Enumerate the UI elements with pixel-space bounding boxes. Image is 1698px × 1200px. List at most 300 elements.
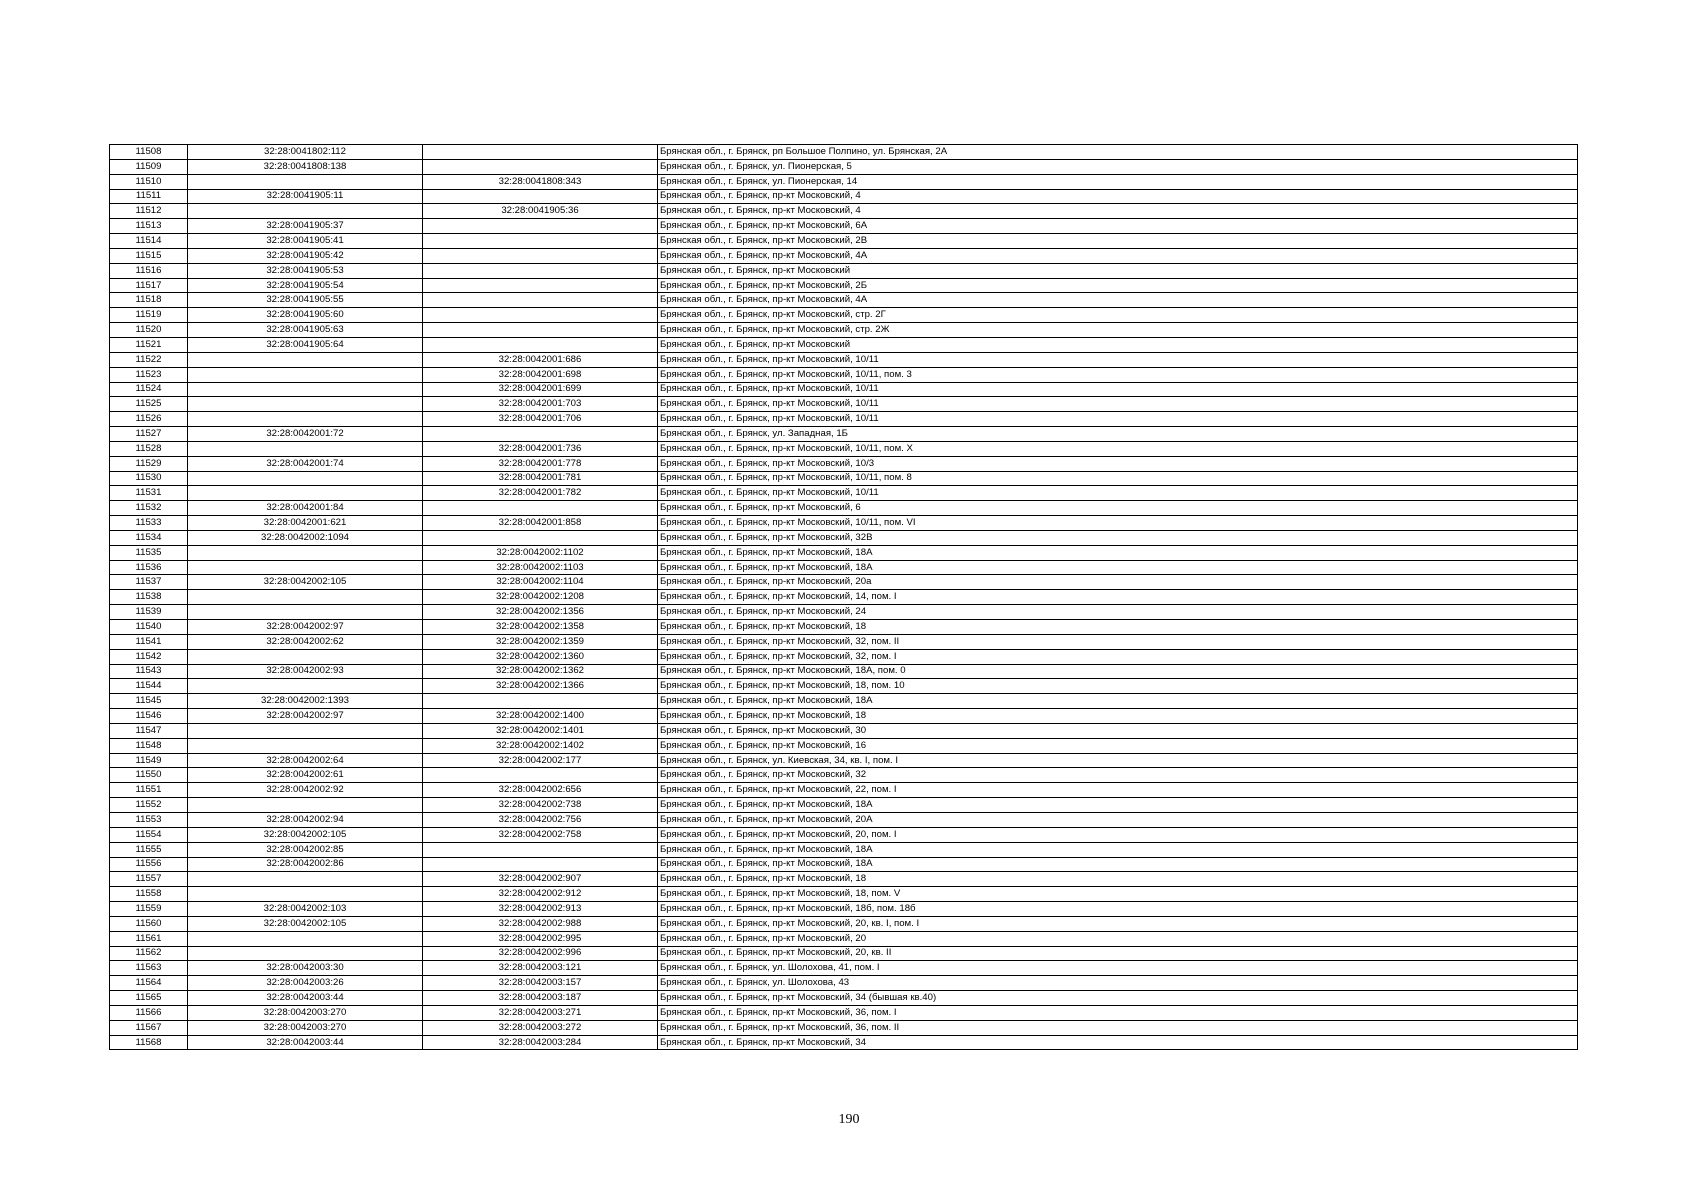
land-cadastral-number-cell bbox=[188, 738, 423, 753]
land-cadastral-number-cell: 32:28:0042002:85 bbox=[188, 842, 423, 857]
object-cadastral-number-cell: 32:28:0042001:703 bbox=[423, 397, 658, 412]
object-cadastral-number-cell: 32:28:0042002:912 bbox=[423, 887, 658, 902]
object-cadastral-number-cell: 32:28:0042003:272 bbox=[423, 1020, 658, 1035]
row-number-cell: 11538 bbox=[110, 590, 188, 605]
land-cadastral-number-cell: 32:28:0041905:60 bbox=[188, 308, 423, 323]
object-cadastral-number-cell: 32:28:0042002:988 bbox=[423, 916, 658, 931]
object-cadastral-number-cell: 32:28:0042001:706 bbox=[423, 412, 658, 427]
object-cadastral-number-cell bbox=[423, 857, 658, 872]
object-cadastral-number-cell: 32:28:0042003:157 bbox=[423, 976, 658, 991]
object-cadastral-number-cell: 32:28:0042002:656 bbox=[423, 783, 658, 798]
object-cadastral-number-cell: 32:28:0042002:1402 bbox=[423, 738, 658, 753]
table-row bbox=[110, 931, 1578, 946]
table-row bbox=[110, 798, 1578, 813]
table-row bbox=[110, 516, 1578, 531]
land-cadastral-number-cell: 32:28:0041905:53 bbox=[188, 263, 423, 278]
land-cadastral-number-cell bbox=[188, 367, 423, 382]
object-cadastral-number-cell: 32:28:0042003:284 bbox=[423, 1035, 658, 1050]
row-number-cell: 11534 bbox=[110, 530, 188, 545]
address-cell: Брянская обл., г. Брянск, пр-кт Московский bbox=[658, 337, 1578, 352]
address-cell: Брянская обл., г. Брянск, пр-кт Московский, 20А bbox=[658, 812, 1578, 827]
row-number-cell: 11555 bbox=[110, 842, 188, 857]
land-cadastral-number-cell: 32:28:0042002:92 bbox=[188, 783, 423, 798]
address-cell: Брянская обл., г. Брянск, пр-кт Московский, стр. 2Г bbox=[658, 308, 1578, 323]
table-row bbox=[110, 976, 1578, 991]
land-cadastral-number-cell: 32:28:0042002:62 bbox=[188, 634, 423, 649]
land-cadastral-number-cell: 32:28:0041905:11 bbox=[188, 189, 423, 204]
row-number-cell: 11523 bbox=[110, 367, 188, 382]
land-cadastral-number-cell bbox=[188, 723, 423, 738]
land-cadastral-number-cell bbox=[188, 931, 423, 946]
object-cadastral-number-cell: 32:28:0042002:1366 bbox=[423, 679, 658, 694]
table-row bbox=[110, 961, 1578, 976]
row-number-cell: 11521 bbox=[110, 337, 188, 352]
address-cell: Брянская обл., г. Брянск, пр-кт Московский, 16 bbox=[658, 738, 1578, 753]
object-cadastral-number-cell: 32:28:0042001:698 bbox=[423, 367, 658, 382]
land-cadastral-number-cell: 32:28:0041808:138 bbox=[188, 159, 423, 174]
land-cadastral-number-cell bbox=[188, 545, 423, 560]
table-row bbox=[110, 887, 1578, 902]
object-cadastral-number-cell: 32:28:0042001:736 bbox=[423, 441, 658, 456]
table-row bbox=[110, 145, 1578, 160]
table-row bbox=[110, 842, 1578, 857]
address-cell: Брянская обл., г. Брянск, пр-кт Московский, 32В bbox=[658, 530, 1578, 545]
row-number-cell: 11515 bbox=[110, 248, 188, 263]
address-cell: Брянская обл., г. Брянск, ул. Киевская, 34, кв. I, пом. I bbox=[658, 753, 1578, 768]
row-number-cell: 11533 bbox=[110, 516, 188, 531]
row-number-cell: 11512 bbox=[110, 204, 188, 219]
address-cell: Брянская обл., г. Брянск, пр-кт Московский, 10/11, пом. 3 bbox=[658, 367, 1578, 382]
address-cell: Брянская обл., г. Брянск, пр-кт Московский, 18 bbox=[658, 620, 1578, 635]
address-cell: Брянская обл., г. Брянск, пр-кт Московский, 14, пом. I bbox=[658, 590, 1578, 605]
address-cell: Брянская обл., г. Брянск, пр-кт Московский, 4А bbox=[658, 248, 1578, 263]
land-cadastral-number-cell: 32:28:0042001:72 bbox=[188, 427, 423, 442]
table-row bbox=[110, 441, 1578, 456]
land-cadastral-number-cell: 32:28:0042001:74 bbox=[188, 456, 423, 471]
address-cell: Брянская обл., г. Брянск, пр-кт Московский, 32 bbox=[658, 768, 1578, 783]
object-cadastral-number-cell: 32:28:0042002:738 bbox=[423, 798, 658, 813]
table-row bbox=[110, 382, 1578, 397]
land-cadastral-number-cell: 32:28:0042003:30 bbox=[188, 961, 423, 976]
object-cadastral-number-cell: 32:28:0042002:1359 bbox=[423, 634, 658, 649]
address-cell: Брянская обл., г. Брянск, пр-кт Московский, 18А bbox=[658, 842, 1578, 857]
object-cadastral-number-cell: 32:28:0042001:778 bbox=[423, 456, 658, 471]
address-cell: Брянская обл., г. Брянск, пр-кт Московский, 36, пом. II bbox=[658, 1020, 1578, 1035]
table-row bbox=[110, 471, 1578, 486]
row-number-cell: 11548 bbox=[110, 738, 188, 753]
land-cadastral-number-cell: 32:28:0042002:1393 bbox=[188, 694, 423, 709]
land-cadastral-number-cell: 32:28:0042002:105 bbox=[188, 575, 423, 590]
object-cadastral-number-cell: 32:28:0042002:1208 bbox=[423, 590, 658, 605]
address-cell: Брянская обл., г. Брянск, ул. Пионерская, 5 bbox=[658, 159, 1578, 174]
row-number-cell: 11567 bbox=[110, 1020, 188, 1035]
object-cadastral-number-cell: 32:28:0042001:686 bbox=[423, 352, 658, 367]
object-cadastral-number-cell: 32:28:0042002:907 bbox=[423, 872, 658, 887]
address-cell: Брянская обл., г. Брянск, пр-кт Московский, 2В bbox=[658, 234, 1578, 249]
object-cadastral-number-cell: 32:28:0042002:1401 bbox=[423, 723, 658, 738]
land-cadastral-number-cell bbox=[188, 679, 423, 694]
object-cadastral-number-cell: 32:28:0042002:758 bbox=[423, 827, 658, 842]
land-cadastral-number-cell bbox=[188, 649, 423, 664]
object-cadastral-number-cell bbox=[423, 427, 658, 442]
row-number-cell: 11560 bbox=[110, 916, 188, 931]
page-number: 190 bbox=[838, 1112, 860, 1127]
address-cell: Брянская обл., г. Брянск, пр-кт Московский, 18, пом. V bbox=[658, 887, 1578, 902]
address-cell: Брянская обл., г. Брянск, пр-кт Московский bbox=[658, 263, 1578, 278]
address-cell: Брянская обл., г. Брянск, пр-кт Московский, 4А bbox=[658, 293, 1578, 308]
address-cell: Брянская обл., г. Брянск, пр-кт Московский, 18б, пом. 18б bbox=[658, 902, 1578, 917]
land-cadastral-number-cell: 32:28:0041905:55 bbox=[188, 293, 423, 308]
row-number-cell: 11543 bbox=[110, 664, 188, 679]
table-row bbox=[110, 723, 1578, 738]
row-number-cell: 11531 bbox=[110, 486, 188, 501]
row-number-cell: 11547 bbox=[110, 723, 188, 738]
table-row bbox=[110, 278, 1578, 293]
table-row bbox=[110, 486, 1578, 501]
address-cell: Брянская обл., г. Брянск, пр-кт Московский, 18 bbox=[658, 872, 1578, 887]
row-number-cell: 11558 bbox=[110, 887, 188, 902]
object-cadastral-number-cell bbox=[423, 694, 658, 709]
row-number-cell: 11544 bbox=[110, 679, 188, 694]
table-row bbox=[110, 159, 1578, 174]
table-row bbox=[110, 456, 1578, 471]
object-cadastral-number-cell bbox=[423, 189, 658, 204]
land-cadastral-number-cell: 32:28:0042002:61 bbox=[188, 768, 423, 783]
address-cell: Брянская обл., г. Брянск, пр-кт Московский, 6А bbox=[658, 219, 1578, 234]
land-cadastral-number-cell: 32:28:0042002:97 bbox=[188, 709, 423, 724]
object-cadastral-number-cell bbox=[423, 278, 658, 293]
land-cadastral-number-cell bbox=[188, 605, 423, 620]
object-cadastral-number-cell bbox=[423, 145, 658, 160]
land-cadastral-number-cell bbox=[188, 872, 423, 887]
table-row bbox=[110, 1035, 1578, 1050]
land-cadastral-number-cell: 32:28:0041905:63 bbox=[188, 323, 423, 338]
land-cadastral-number-cell bbox=[188, 441, 423, 456]
row-number-cell: 11551 bbox=[110, 783, 188, 798]
table-row bbox=[110, 590, 1578, 605]
table-row bbox=[110, 605, 1578, 620]
address-cell: Брянская обл., г. Брянск, пр-кт Московский, 10/3 bbox=[658, 456, 1578, 471]
row-number-cell: 11520 bbox=[110, 323, 188, 338]
table-row bbox=[110, 916, 1578, 931]
object-cadastral-number-cell: 32:28:0042001:699 bbox=[423, 382, 658, 397]
address-cell: Брянская обл., г. Брянск, пр-кт Московский, 34 (бывшая кв.40) bbox=[658, 991, 1578, 1006]
object-cadastral-number-cell: 32:28:0042002:1400 bbox=[423, 709, 658, 724]
object-cadastral-number-cell bbox=[423, 501, 658, 516]
land-cadastral-number-cell: 32:28:0042002:64 bbox=[188, 753, 423, 768]
table-row bbox=[110, 1020, 1578, 1035]
table-row bbox=[110, 530, 1578, 545]
row-number-cell: 11566 bbox=[110, 1005, 188, 1020]
address-cell: Брянская обл., г. Брянск, ул. Пионерская, 14 bbox=[658, 174, 1578, 189]
land-cadastral-number-cell bbox=[188, 174, 423, 189]
cadastral-table bbox=[109, 144, 1578, 1050]
table-row bbox=[110, 709, 1578, 724]
address-cell: Брянская обл., г. Брянск, пр-кт Московский, 2Б bbox=[658, 278, 1578, 293]
row-number-cell: 11565 bbox=[110, 991, 188, 1006]
land-cadastral-number-cell bbox=[188, 204, 423, 219]
row-number-cell: 11561 bbox=[110, 931, 188, 946]
table-row bbox=[110, 620, 1578, 635]
address-cell: Брянская обл., г. Брянск, пр-кт Московский, 20, кв. I, пом. I bbox=[658, 916, 1578, 931]
table-row bbox=[110, 189, 1578, 204]
object-cadastral-number-cell: 32:28:0042002:913 bbox=[423, 902, 658, 917]
row-number-cell: 11527 bbox=[110, 427, 188, 442]
object-cadastral-number-cell: 32:28:0042002:996 bbox=[423, 946, 658, 961]
object-cadastral-number-cell: 32:28:0042002:756 bbox=[423, 812, 658, 827]
land-cadastral-number-cell: 32:28:0042001:621 bbox=[188, 516, 423, 531]
object-cadastral-number-cell: 32:28:0042002:1358 bbox=[423, 620, 658, 635]
land-cadastral-number-cell: 32:28:0042003:270 bbox=[188, 1020, 423, 1035]
object-cadastral-number-cell: 32:28:0042002:1360 bbox=[423, 649, 658, 664]
row-number-cell: 11526 bbox=[110, 412, 188, 427]
address-cell: Брянская обл., г. Брянск, пр-кт Московский, 4 bbox=[658, 204, 1578, 219]
object-cadastral-number-cell bbox=[423, 768, 658, 783]
land-cadastral-number-cell bbox=[188, 471, 423, 486]
row-number-cell: 11546 bbox=[110, 709, 188, 724]
row-number-cell: 11540 bbox=[110, 620, 188, 635]
land-cadastral-number-cell: 32:28:0042002:93 bbox=[188, 664, 423, 679]
table-row bbox=[110, 427, 1578, 442]
row-number-cell: 11556 bbox=[110, 857, 188, 872]
address-cell: Брянская обл., г. Брянск, пр-кт Московский, 10/11, пом. X bbox=[658, 441, 1578, 456]
table-row bbox=[110, 679, 1578, 694]
address-cell: Брянская обл., г. Брянск, пр-кт Московский, 32, пом. I bbox=[658, 649, 1578, 664]
table-row bbox=[110, 872, 1578, 887]
table-row bbox=[110, 560, 1578, 575]
object-cadastral-number-cell: 32:28:0041808:343 bbox=[423, 174, 658, 189]
address-cell: Брянская обл., г. Брянск, пр-кт Московский, 10/11 bbox=[658, 382, 1578, 397]
land-cadastral-number-cell: 32:28:0042003:270 bbox=[188, 1005, 423, 1020]
address-cell: Брянская обл., г. Брянск, пр-кт Московский, 18А bbox=[658, 545, 1578, 560]
object-cadastral-number-cell: 32:28:0042001:781 bbox=[423, 471, 658, 486]
land-cadastral-number-cell: 32:28:0042002:97 bbox=[188, 620, 423, 635]
row-number-cell: 11510 bbox=[110, 174, 188, 189]
address-cell: Брянская обл., г. Брянск, пр-кт Московский, 20, пом. I bbox=[658, 827, 1578, 842]
object-cadastral-number-cell: 32:28:0042001:782 bbox=[423, 486, 658, 501]
table-row bbox=[110, 367, 1578, 382]
row-number-cell: 11518 bbox=[110, 293, 188, 308]
land-cadastral-number-cell: 32:28:0042003:44 bbox=[188, 1035, 423, 1050]
object-cadastral-number-cell bbox=[423, 842, 658, 857]
row-number-cell: 11562 bbox=[110, 946, 188, 961]
row-number-cell: 11554 bbox=[110, 827, 188, 842]
address-cell: Брянская обл., г. Брянск, пр-кт Московский, 18А bbox=[658, 560, 1578, 575]
address-cell: Брянская обл., г. Брянск, пр-кт Московский, 10/11, пом. 8 bbox=[658, 471, 1578, 486]
row-number-cell: 11552 bbox=[110, 798, 188, 813]
table-row bbox=[110, 649, 1578, 664]
object-cadastral-number-cell: 32:28:0042002:1356 bbox=[423, 605, 658, 620]
row-number-cell: 11563 bbox=[110, 961, 188, 976]
land-cadastral-number-cell: 32:28:0041905:37 bbox=[188, 219, 423, 234]
land-cadastral-number-cell: 32:28:0041905:54 bbox=[188, 278, 423, 293]
land-cadastral-number-cell: 32:28:0042002:94 bbox=[188, 812, 423, 827]
object-cadastral-number-cell bbox=[423, 530, 658, 545]
row-number-cell: 11522 bbox=[110, 352, 188, 367]
address-cell: Брянская обл., г. Брянск, пр-кт Московский, 34 bbox=[658, 1035, 1578, 1050]
address-cell: Брянская обл., г. Брянск, пр-кт Московский, 24 bbox=[658, 605, 1578, 620]
table-row bbox=[110, 738, 1578, 753]
address-cell: Брянская обл., г. Брянск, пр-кт Московский, 20а bbox=[658, 575, 1578, 590]
row-number-cell: 11529 bbox=[110, 456, 188, 471]
table-row bbox=[110, 174, 1578, 189]
table-row bbox=[110, 337, 1578, 352]
object-cadastral-number-cell bbox=[423, 248, 658, 263]
row-number-cell: 11517 bbox=[110, 278, 188, 293]
land-cadastral-number-cell bbox=[188, 382, 423, 397]
land-cadastral-number-cell: 32:28:0041802:112 bbox=[188, 145, 423, 160]
land-cadastral-number-cell bbox=[188, 560, 423, 575]
object-cadastral-number-cell: 32:28:0042001:858 bbox=[423, 516, 658, 531]
row-number-cell: 11545 bbox=[110, 694, 188, 709]
row-number-cell: 11537 bbox=[110, 575, 188, 590]
table-row bbox=[110, 575, 1578, 590]
address-cell: Брянская обл., г. Брянск, пр-кт Московский, 22, пом. I bbox=[658, 783, 1578, 798]
object-cadastral-number-cell: 32:28:0042003:187 bbox=[423, 991, 658, 1006]
object-cadastral-number-cell bbox=[423, 219, 658, 234]
address-cell: Брянская обл., г. Брянск, пр-кт Московский, 18, пом. 10 bbox=[658, 679, 1578, 694]
table-row bbox=[110, 323, 1578, 338]
land-cadastral-number-cell bbox=[188, 798, 423, 813]
table-row bbox=[110, 204, 1578, 219]
land-cadastral-number-cell bbox=[188, 486, 423, 501]
table-row bbox=[110, 545, 1578, 560]
row-number-cell: 11536 bbox=[110, 560, 188, 575]
address-cell: Брянская обл., г. Брянск, пр-кт Московский, 20 bbox=[658, 931, 1578, 946]
table-row bbox=[110, 501, 1578, 516]
row-number-cell: 11559 bbox=[110, 902, 188, 917]
address-cell: Брянская обл., г. Брянск, пр-кт Московский, 6 bbox=[658, 501, 1578, 516]
row-number-cell: 11516 bbox=[110, 263, 188, 278]
land-cadastral-number-cell: 32:28:0042003:26 bbox=[188, 976, 423, 991]
object-cadastral-number-cell: 32:28:0042002:1362 bbox=[423, 664, 658, 679]
table-row bbox=[110, 753, 1578, 768]
address-cell: Брянская обл., г. Брянск, пр-кт Московский, 10/11 bbox=[658, 412, 1578, 427]
object-cadastral-number-cell: 32:28:0042002:1104 bbox=[423, 575, 658, 590]
address-cell: Брянская обл., г. Брянск, пр-кт Московский, 18А bbox=[658, 694, 1578, 709]
table-row bbox=[110, 293, 1578, 308]
row-number-cell: 11530 bbox=[110, 471, 188, 486]
row-number-cell: 11549 bbox=[110, 753, 188, 768]
land-cadastral-number-cell: 32:28:0042002:105 bbox=[188, 916, 423, 931]
row-number-cell: 11535 bbox=[110, 545, 188, 560]
table-row bbox=[110, 902, 1578, 917]
address-cell: Брянская обл., г. Брянск, пр-кт Московский, 18 bbox=[658, 709, 1578, 724]
object-cadastral-number-cell bbox=[423, 234, 658, 249]
object-cadastral-number-cell: 32:28:0041905:36 bbox=[423, 204, 658, 219]
row-number-cell: 11550 bbox=[110, 768, 188, 783]
land-cadastral-number-cell: 32:28:0042001:84 bbox=[188, 501, 423, 516]
row-number-cell: 11509 bbox=[110, 159, 188, 174]
table-row bbox=[110, 234, 1578, 249]
object-cadastral-number-cell: 32:28:0042002:1103 bbox=[423, 560, 658, 575]
land-cadastral-number-cell: 32:28:0042002:105 bbox=[188, 827, 423, 842]
object-cadastral-number-cell: 32:28:0042002:995 bbox=[423, 931, 658, 946]
address-cell: Брянская обл., г. Брянск, пр-кт Московский, 36, пом. I bbox=[658, 1005, 1578, 1020]
address-cell: Брянская обл., г. Брянск, пр-кт Московский, 20, кв. II bbox=[658, 946, 1578, 961]
row-number-cell: 11514 bbox=[110, 234, 188, 249]
table-row bbox=[110, 308, 1578, 323]
address-cell: Брянская обл., г. Брянск, пр-кт Московский, 10/11 bbox=[658, 397, 1578, 412]
table-row bbox=[110, 694, 1578, 709]
land-cadastral-number-cell: 32:28:0041905:64 bbox=[188, 337, 423, 352]
table-row bbox=[110, 783, 1578, 798]
table-row bbox=[110, 248, 1578, 263]
table-row bbox=[110, 1005, 1578, 1020]
address-cell: Брянская обл., г. Брянск, пр-кт Московский, 4 bbox=[658, 189, 1578, 204]
object-cadastral-number-cell bbox=[423, 263, 658, 278]
table-row bbox=[110, 827, 1578, 842]
row-number-cell: 11519 bbox=[110, 308, 188, 323]
object-cadastral-number-cell: 32:28:0042003:271 bbox=[423, 1005, 658, 1020]
address-cell: Брянская обл., г. Брянск, пр-кт Московский, 10/11 bbox=[658, 486, 1578, 501]
land-cadastral-number-cell bbox=[188, 352, 423, 367]
object-cadastral-number-cell bbox=[423, 337, 658, 352]
land-cadastral-number-cell: 32:28:0042002:86 bbox=[188, 857, 423, 872]
land-cadastral-number-cell: 32:28:0041905:41 bbox=[188, 234, 423, 249]
land-cadastral-number-cell: 32:28:0042003:44 bbox=[188, 991, 423, 1006]
table-row bbox=[110, 664, 1578, 679]
address-cell: Брянская обл., г. Брянск, пр-кт Московский, 10/11 bbox=[658, 352, 1578, 367]
table-row bbox=[110, 946, 1578, 961]
table-row bbox=[110, 812, 1578, 827]
object-cadastral-number-cell: 32:28:0042002:1102 bbox=[423, 545, 658, 560]
address-cell: Брянская обл., г. Брянск, пр-кт Московский, 18А bbox=[658, 857, 1578, 872]
row-number-cell: 11524 bbox=[110, 382, 188, 397]
address-cell: Брянская обл., г. Брянск, пр-кт Московский, 18А, пом. 0 bbox=[658, 664, 1578, 679]
object-cadastral-number-cell: 32:28:0042003:121 bbox=[423, 961, 658, 976]
object-cadastral-number-cell: 32:28:0042002:177 bbox=[423, 753, 658, 768]
row-number-cell: 11541 bbox=[110, 634, 188, 649]
table-row bbox=[110, 768, 1578, 783]
address-cell: Брянская обл., г. Брянск, ул. Шолохова, 43 bbox=[658, 976, 1578, 991]
row-number-cell: 11539 bbox=[110, 605, 188, 620]
row-number-cell: 11568 bbox=[110, 1035, 188, 1050]
table-row bbox=[110, 991, 1578, 1006]
row-number-cell: 11542 bbox=[110, 649, 188, 664]
land-cadastral-number-cell bbox=[188, 946, 423, 961]
address-cell: Брянская обл., г. Брянск, пр-кт Московский, 18А bbox=[658, 798, 1578, 813]
row-number-cell: 11553 bbox=[110, 812, 188, 827]
table-row bbox=[110, 352, 1578, 367]
address-cell: Брянская обл., г. Брянск, рп Большое Полпино, ул. Брянская, 2А bbox=[658, 145, 1578, 160]
land-cadastral-number-cell: 32:28:0042002:103 bbox=[188, 902, 423, 917]
land-cadastral-number-cell: 32:28:0042002:1094 bbox=[188, 530, 423, 545]
table-row bbox=[110, 634, 1578, 649]
table-row bbox=[110, 397, 1578, 412]
address-cell: Брянская обл., г. Брянск, пр-кт Московский, стр. 2Ж bbox=[658, 323, 1578, 338]
land-cadastral-number-cell bbox=[188, 590, 423, 605]
table-body bbox=[110, 145, 1578, 1050]
row-number-cell: 11532 bbox=[110, 501, 188, 516]
row-number-cell: 11528 bbox=[110, 441, 188, 456]
row-number-cell: 11525 bbox=[110, 397, 188, 412]
table-row bbox=[110, 857, 1578, 872]
row-number-cell: 11511 bbox=[110, 189, 188, 204]
land-cadastral-number-cell bbox=[188, 887, 423, 902]
address-cell: Брянская обл., г. Брянск, пр-кт Московский, 10/11, пом. VI bbox=[658, 516, 1578, 531]
land-cadastral-number-cell: 32:28:0041905:42 bbox=[188, 248, 423, 263]
table-row bbox=[110, 263, 1578, 278]
row-number-cell: 11508 bbox=[110, 145, 188, 160]
row-number-cell: 11513 bbox=[110, 219, 188, 234]
address-cell: Брянская обл., г. Брянск, пр-кт Московский, 30 bbox=[658, 723, 1578, 738]
table-row bbox=[110, 219, 1578, 234]
address-cell: Брянская обл., г. Брянск, ул. Западная, 1Б bbox=[658, 427, 1578, 442]
object-cadastral-number-cell bbox=[423, 308, 658, 323]
row-number-cell: 11557 bbox=[110, 872, 188, 887]
object-cadastral-number-cell bbox=[423, 323, 658, 338]
